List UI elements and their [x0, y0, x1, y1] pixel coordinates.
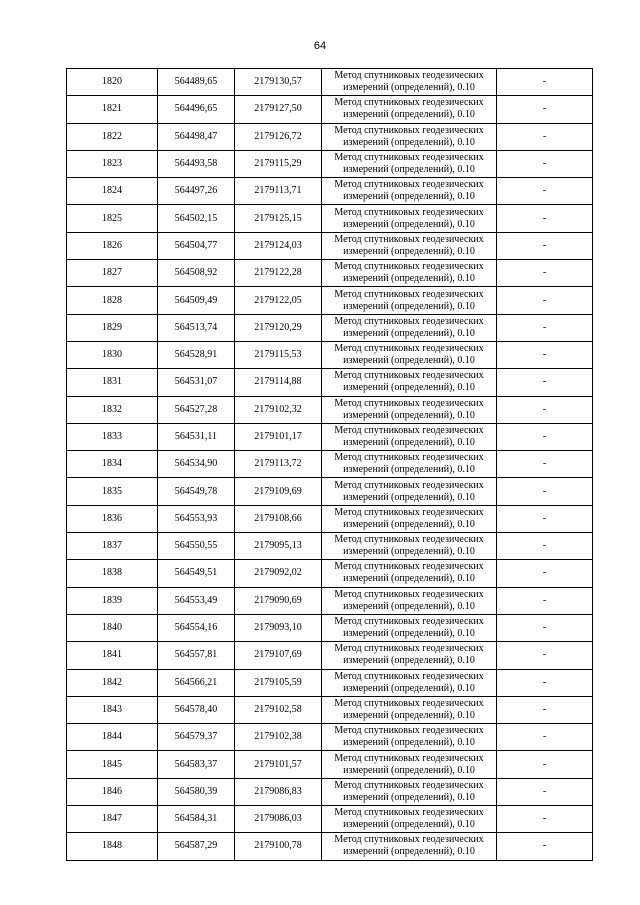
- table-row: [67, 287, 593, 314]
- y-coordinate-cell: 2179109,69: [235, 478, 322, 505]
- point-number-cell: 1827: [67, 260, 158, 287]
- method-cell: Метод спутниковых геодезических измерений (определений), 0.10: [322, 423, 497, 450]
- point-number-cell: 1823: [67, 150, 158, 177]
- x-coordinate-cell: 564578,40: [158, 696, 235, 723]
- point-number-cell: 1848: [67, 833, 158, 860]
- y-coordinate-cell: 2179127,50: [235, 96, 322, 123]
- point-number-cell: 1831: [67, 369, 158, 396]
- y-coordinate-cell: 2179086,83: [235, 778, 322, 805]
- table-row: [67, 69, 593, 96]
- table-row: [67, 696, 593, 723]
- method-cell: Метод спутниковых геодезических измерений (определений), 0.10: [322, 341, 497, 368]
- y-coordinate-cell: 2179100,78: [235, 833, 322, 860]
- table-row: [67, 396, 593, 423]
- table-row: [67, 423, 593, 450]
- x-coordinate-cell: 564553,93: [158, 505, 235, 532]
- method-cell: Метод спутниковых геодезических измерений (определений), 0.10: [322, 778, 497, 805]
- point-number-cell: 1836: [67, 505, 158, 532]
- description-cell: -: [497, 96, 593, 123]
- point-number-cell: 1822: [67, 123, 158, 150]
- x-coordinate-cell: 564497,26: [158, 178, 235, 205]
- table-row: [67, 751, 593, 778]
- y-coordinate-cell: 2179126,72: [235, 123, 322, 150]
- method-cell: Метод спутниковых геодезических измерений (определений), 0.10: [322, 560, 497, 587]
- x-coordinate-cell: 564498,47: [158, 123, 235, 150]
- point-number-cell: 1832: [67, 396, 158, 423]
- description-cell: -: [497, 369, 593, 396]
- x-coordinate-cell: 564502,15: [158, 205, 235, 232]
- table-row: [67, 724, 593, 751]
- method-cell: Метод спутниковых геодезических измерений (определений), 0.10: [322, 123, 497, 150]
- description-cell: -: [497, 178, 593, 205]
- x-coordinate-cell: 564550,55: [158, 533, 235, 560]
- method-cell: Метод спутниковых геодезических измерений (определений), 0.10: [322, 96, 497, 123]
- table-row: [67, 833, 593, 860]
- y-coordinate-cell: 2179113,71: [235, 178, 322, 205]
- method-cell: Метод спутниковых геодезических измерений (определений), 0.10: [322, 178, 497, 205]
- x-coordinate-cell: 564534,90: [158, 451, 235, 478]
- y-coordinate-cell: 2179124,03: [235, 232, 322, 259]
- point-number-cell: 1821: [67, 96, 158, 123]
- method-cell: Метод спутниковых геодезических измерений (определений), 0.10: [322, 533, 497, 560]
- y-coordinate-cell: 2179122,28: [235, 260, 322, 287]
- point-number-cell: 1834: [67, 451, 158, 478]
- table-row: [67, 123, 593, 150]
- table-row: [67, 669, 593, 696]
- y-coordinate-cell: 2179101,57: [235, 751, 322, 778]
- point-number-cell: 1835: [67, 478, 158, 505]
- point-number-cell: 1838: [67, 560, 158, 587]
- table-row: [67, 314, 593, 341]
- description-cell: -: [497, 614, 593, 641]
- point-number-cell: 1841: [67, 642, 158, 669]
- x-coordinate-cell: 564513,74: [158, 314, 235, 341]
- x-coordinate-cell: 564531,11: [158, 423, 235, 450]
- point-number-cell: 1826: [67, 232, 158, 259]
- description-cell: -: [497, 587, 593, 614]
- x-coordinate-cell: 564527,28: [158, 396, 235, 423]
- method-cell: Метод спутниковых геодезических измерений (определений), 0.10: [322, 314, 497, 341]
- description-cell: -: [497, 806, 593, 833]
- table-row: [67, 478, 593, 505]
- method-cell: Метод спутниковых геодезических измерений (определений), 0.10: [322, 232, 497, 259]
- description-cell: -: [497, 260, 593, 287]
- point-number-cell: 1842: [67, 669, 158, 696]
- description-cell: -: [497, 287, 593, 314]
- method-cell: Метод спутниковых геодезических измерений (определений), 0.10: [322, 669, 497, 696]
- point-number-cell: 1837: [67, 533, 158, 560]
- x-coordinate-cell: 564553,49: [158, 587, 235, 614]
- method-cell: Метод спутниковых геодезических измерений (определений), 0.10: [322, 478, 497, 505]
- y-coordinate-cell: 2179120,29: [235, 314, 322, 341]
- y-coordinate-cell: 2179113,72: [235, 451, 322, 478]
- y-coordinate-cell: 2179108,66: [235, 505, 322, 532]
- table-row: [67, 260, 593, 287]
- page-number: 64: [313, 40, 327, 52]
- y-coordinate-cell: 2179122,05: [235, 287, 322, 314]
- description-cell: -: [497, 478, 593, 505]
- method-cell: Метод спутниковых геодезических измерений (определений), 0.10: [322, 260, 497, 287]
- description-cell: -: [497, 451, 593, 478]
- x-coordinate-cell: 564493,58: [158, 150, 235, 177]
- x-coordinate-cell: 564584,31: [158, 806, 235, 833]
- x-coordinate-cell: 564557,81: [158, 642, 235, 669]
- x-coordinate-cell: 564587,29: [158, 833, 235, 860]
- description-cell: -: [497, 533, 593, 560]
- table-row: [67, 96, 593, 123]
- method-cell: Метод спутниковых геодезических измерений (определений), 0.10: [322, 724, 497, 751]
- x-coordinate-cell: 564509,49: [158, 287, 235, 314]
- method-cell: Метод спутниковых геодезических измерений (определений), 0.10: [322, 833, 497, 860]
- description-cell: -: [497, 833, 593, 860]
- description-cell: -: [497, 560, 593, 587]
- point-number-cell: 1843: [67, 696, 158, 723]
- x-coordinate-cell: 564554,16: [158, 614, 235, 641]
- y-coordinate-cell: 2179130,57: [235, 69, 322, 96]
- x-coordinate-cell: 564549,51: [158, 560, 235, 587]
- point-number-cell: 1847: [67, 806, 158, 833]
- description-cell: -: [497, 696, 593, 723]
- point-number-cell: 1839: [67, 587, 158, 614]
- description-cell: -: [497, 341, 593, 368]
- description-cell: -: [497, 396, 593, 423]
- method-cell: Метод спутниковых геодезических измерений (определений), 0.10: [322, 69, 497, 96]
- table-row: [67, 178, 593, 205]
- table-row: [67, 642, 593, 669]
- y-coordinate-cell: 2179095,13: [235, 533, 322, 560]
- y-coordinate-cell: 2179115,53: [235, 341, 322, 368]
- table-row: [67, 505, 593, 532]
- y-coordinate-cell: 2179105,59: [235, 669, 322, 696]
- description-cell: -: [497, 778, 593, 805]
- point-number-cell: 1845: [67, 751, 158, 778]
- table-row: [67, 587, 593, 614]
- y-coordinate-cell: 2179115,29: [235, 150, 322, 177]
- table-row: [67, 560, 593, 587]
- description-cell: -: [497, 314, 593, 341]
- x-coordinate-cell: 564508,92: [158, 260, 235, 287]
- x-coordinate-cell: 564504,77: [158, 232, 235, 259]
- description-cell: -: [497, 205, 593, 232]
- x-coordinate-cell: 564583,37: [158, 751, 235, 778]
- method-cell: Метод спутниковых геодезических измерений (определений), 0.10: [322, 614, 497, 641]
- method-cell: Метод спутниковых геодезических измерений (определений), 0.10: [322, 287, 497, 314]
- y-coordinate-cell: 2179093,10: [235, 614, 322, 641]
- method-cell: Метод спутниковых геодезических измерений (определений), 0.10: [322, 587, 497, 614]
- description-cell: -: [497, 724, 593, 751]
- x-coordinate-cell: 564566,21: [158, 669, 235, 696]
- y-coordinate-cell: 2179101,17: [235, 423, 322, 450]
- table-row: [67, 232, 593, 259]
- description-cell: -: [497, 123, 593, 150]
- y-coordinate-cell: 2179102,58: [235, 696, 322, 723]
- point-number-cell: 1844: [67, 724, 158, 751]
- coordinates-table-body: [67, 69, 593, 861]
- method-cell: Метод спутниковых геодезических измерений (определений), 0.10: [322, 505, 497, 532]
- y-coordinate-cell: 2179114,88: [235, 369, 322, 396]
- method-cell: Метод спутниковых геодезических измерений (определений), 0.10: [322, 369, 497, 396]
- point-number-cell: 1846: [67, 778, 158, 805]
- point-number-cell: 1825: [67, 205, 158, 232]
- point-number-cell: 1820: [67, 69, 158, 96]
- point-number-cell: 1840: [67, 614, 158, 641]
- table-row: [67, 150, 593, 177]
- x-coordinate-cell: 564549,78: [158, 478, 235, 505]
- point-number-cell: 1829: [67, 314, 158, 341]
- method-cell: Метод спутниковых геодезических измерений (определений), 0.10: [322, 150, 497, 177]
- table-row: [67, 205, 593, 232]
- table-row: [67, 451, 593, 478]
- y-coordinate-cell: 2179086,03: [235, 806, 322, 833]
- x-coordinate-cell: 564579,37: [158, 724, 235, 751]
- description-cell: -: [497, 642, 593, 669]
- x-coordinate-cell: 564489,65: [158, 69, 235, 96]
- y-coordinate-cell: 2179090,69: [235, 587, 322, 614]
- point-number-cell: 1833: [67, 423, 158, 450]
- description-cell: -: [497, 150, 593, 177]
- y-coordinate-cell: 2179107,69: [235, 642, 322, 669]
- coordinates-table: [66, 68, 593, 861]
- method-cell: Метод спутниковых геодезических измерений (определений), 0.10: [322, 751, 497, 778]
- x-coordinate-cell: 564528,91: [158, 341, 235, 368]
- description-cell: -: [497, 505, 593, 532]
- description-cell: -: [497, 669, 593, 696]
- method-cell: Метод спутниковых геодезических измерений (определений), 0.10: [322, 451, 497, 478]
- table-row: [67, 614, 593, 641]
- method-cell: Метод спутниковых геодезических измерений (определений), 0.10: [322, 806, 497, 833]
- description-cell: -: [497, 751, 593, 778]
- method-cell: Метод спутниковых геодезических измерений (определений), 0.10: [322, 205, 497, 232]
- description-cell: -: [497, 232, 593, 259]
- x-coordinate-cell: 564580,39: [158, 778, 235, 805]
- y-coordinate-cell: 2179092,02: [235, 560, 322, 587]
- table-row: [67, 778, 593, 805]
- method-cell: Метод спутниковых геодезических измерений (определений), 0.10: [322, 642, 497, 669]
- point-number-cell: 1828: [67, 287, 158, 314]
- table-row: [67, 369, 593, 396]
- y-coordinate-cell: 2179125,15: [235, 205, 322, 232]
- description-cell: -: [497, 69, 593, 96]
- point-number-cell: 1824: [67, 178, 158, 205]
- description-cell: -: [497, 423, 593, 450]
- table-row: [67, 806, 593, 833]
- table-row: [67, 341, 593, 368]
- y-coordinate-cell: 2179102,32: [235, 396, 322, 423]
- x-coordinate-cell: 564531,07: [158, 369, 235, 396]
- x-coordinate-cell: 564496,65: [158, 96, 235, 123]
- table-row: [67, 533, 593, 560]
- method-cell: Метод спутниковых геодезических измерений (определений), 0.10: [322, 396, 497, 423]
- method-cell: Метод спутниковых геодезических измерений (определений), 0.10: [322, 696, 497, 723]
- point-number-cell: 1830: [67, 341, 158, 368]
- y-coordinate-cell: 2179102,38: [235, 724, 322, 751]
